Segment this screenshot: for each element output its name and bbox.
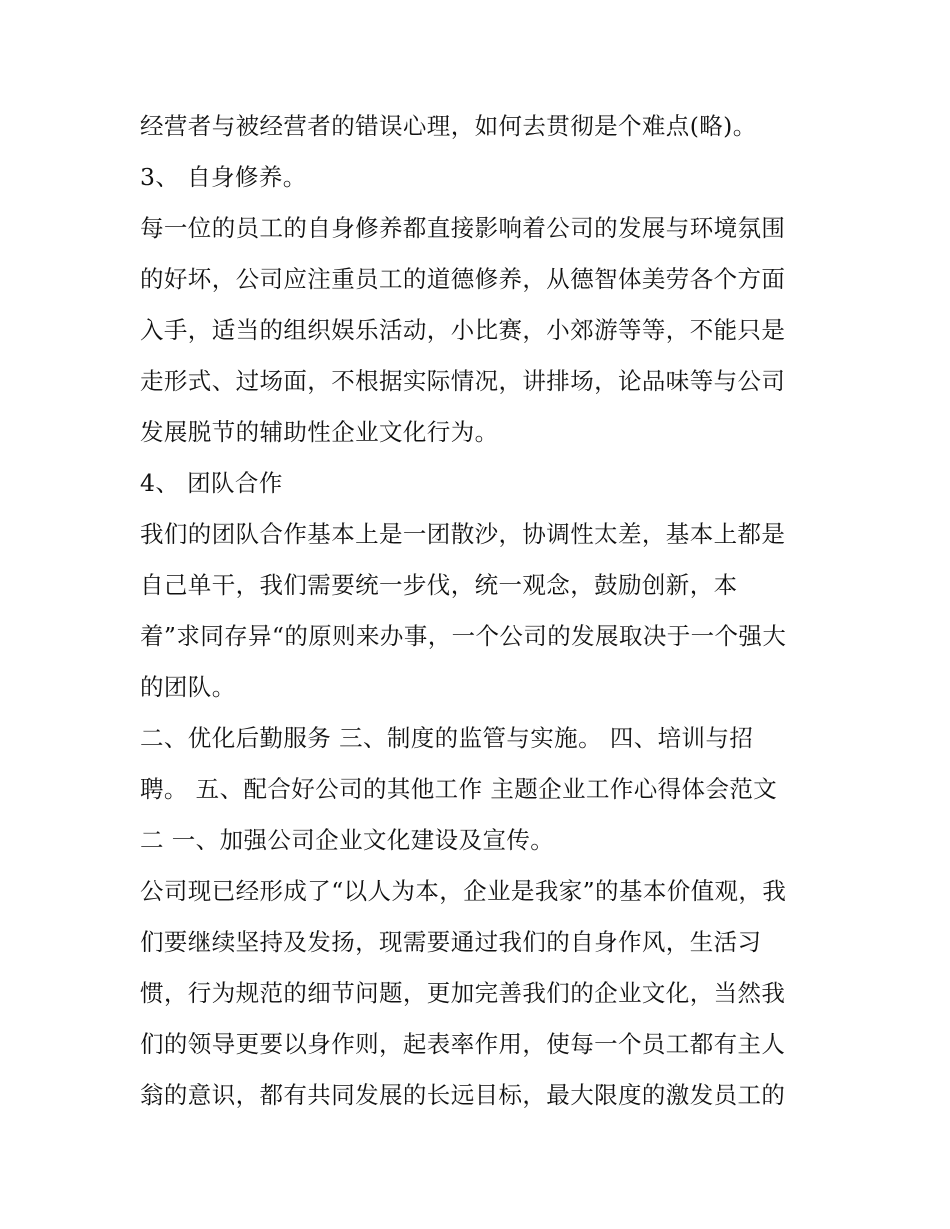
text-line: 们要继续坚持及发扬，现需要通过我们的自身作风，生活习	[140, 928, 762, 956]
text-line: 着”求同存异“的原则来办事，一个公司的发展取决于一个强大	[140, 622, 787, 650]
text-line: 入手，适当的组织娱乐活动，小比赛，小郊游等等，不能只是	[140, 316, 786, 344]
text-line: 公司现已经形成了“以人为本，企业是我家”的基本价值观，我	[140, 877, 787, 905]
section-heading: 4、 团队合作	[140, 469, 283, 497]
text-line: 二、优化后勤服务 三、制度的监管与实施。 四、培训与招	[140, 724, 754, 752]
text-line: 经营者与被经营者的错误心理，如何去贯彻是个难点(略)。	[140, 112, 757, 140]
text-line: 二 一、加强公司企业文化建设及宣传。	[140, 826, 555, 854]
text-line: 发展脱节的辅助性企业文化行为。	[140, 418, 499, 446]
text-line: 的团队。	[140, 673, 236, 701]
text-line: 翁的意识，都有共同发展的长远目标，最大限度的激发员工的	[140, 1081, 786, 1109]
text-line: 自己单干，我们需要统一步伐，统一观念，鼓励创新，本	[140, 571, 738, 599]
text-line: 走形式、过场面，不根据实际情况，讲排场，论品味等与公司	[140, 367, 786, 395]
text-line: 们的领导更要以身作则，起表率作用，使每一个员工都有主人	[140, 1030, 786, 1058]
text-line: 惯，行为规范的细节问题，更加完善我们的企业文化，当然我	[140, 979, 786, 1007]
text-line: 聘。 五、配合好公司的其他工作 主题企业工作心得体会范文	[140, 775, 778, 803]
document-body	[140, 101, 812, 1121]
text-line: 的好坏，公司应注重员工的道德修养，从德智体美劳各个方面	[140, 265, 786, 293]
section-heading: 3、 自身修养。	[140, 163, 307, 191]
text-line: 每一位的员工的自身修养都直接影响着公司的发展与环境氛围	[140, 214, 786, 242]
text-line: 我们的团队合作基本上是一团散沙，协调性太差，基本上都是	[140, 520, 786, 548]
